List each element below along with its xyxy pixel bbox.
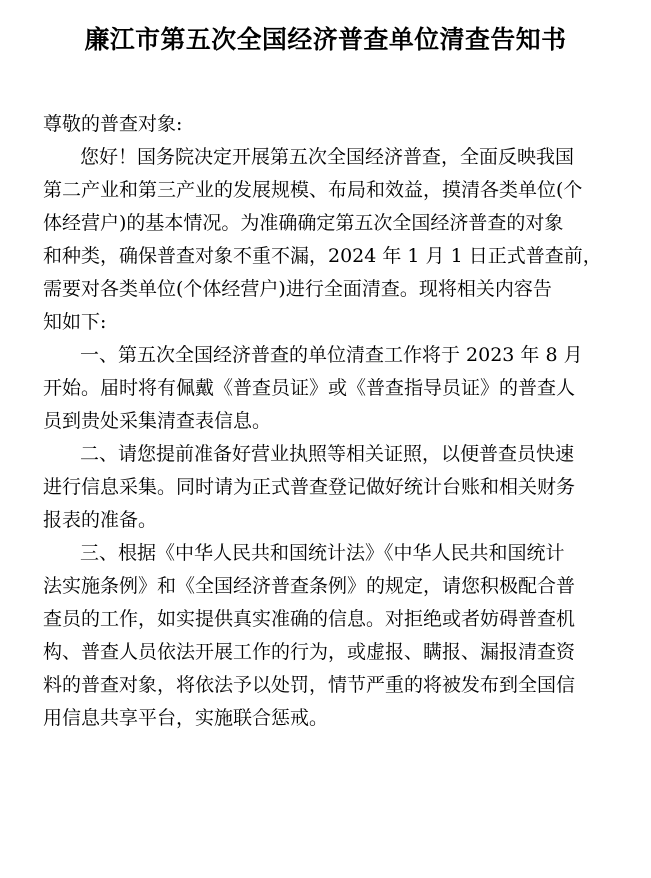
body-line: 和种类，确保普查对象不重不漏，2024 年 1 月 1 日正式普查前， [43,245,602,267]
body-line: 一、第五次全国经济普查的单位清查工作将于 2023 年 8 月 [80,344,583,366]
body-line: 需要对各类单位(个体经营户)进行全面清查。现将相关内容告 [43,278,552,300]
body-line: 构、普查人员依法开展工作的行为，或虚报、瞒报、漏报清查资 [43,641,576,663]
body-line: 法实施条例》和《全国经济普查条例》的规定，请您积极配合普 [43,575,576,597]
body-line: 您好！国务院决定开展第五次全国经济普查，全面反映我国 [80,146,575,168]
body-line: 员到贵处采集清查表信息。 [43,410,272,432]
body-line: 查员的工作，如实提供真实准确的信息。对拒绝或者妨碍普查机 [43,608,576,630]
body-line: 用信息共享平台，实施联合惩戒。 [43,707,329,729]
body-line: 体经营户)的基本情况。为准确确定第五次全国经济普查的对象 [43,212,564,234]
body-line: 进行信息采集。同时请为正式普查登记做好统计台账和相关财务 [43,476,576,498]
body-line: 料的普查对象，将依法予以处罚，情节严重的将被发布到全国信 [43,674,576,696]
body-line: 开始。届时将有佩戴《普查员证》或《普查指导员证》的普查人 [43,377,576,399]
body-line: 二、请您提前准备好营业执照等相关证照，以便普查员快速 [80,443,575,465]
body-line: 报表的准备。 [43,509,158,531]
body-line: 三、根据《中华人民共和国统计法》《中华人民共和国统计 [80,542,565,564]
document-title: 廉江市第五次全国经济普查单位清查告知书 [84,25,567,54]
body-line: 知如下: [43,311,107,333]
body-line: 第二产业和第三产业的发展规模、布局和效益，摸清各类单位(个 [43,179,583,201]
body-line: 尊敬的普查对象: [43,113,183,135]
